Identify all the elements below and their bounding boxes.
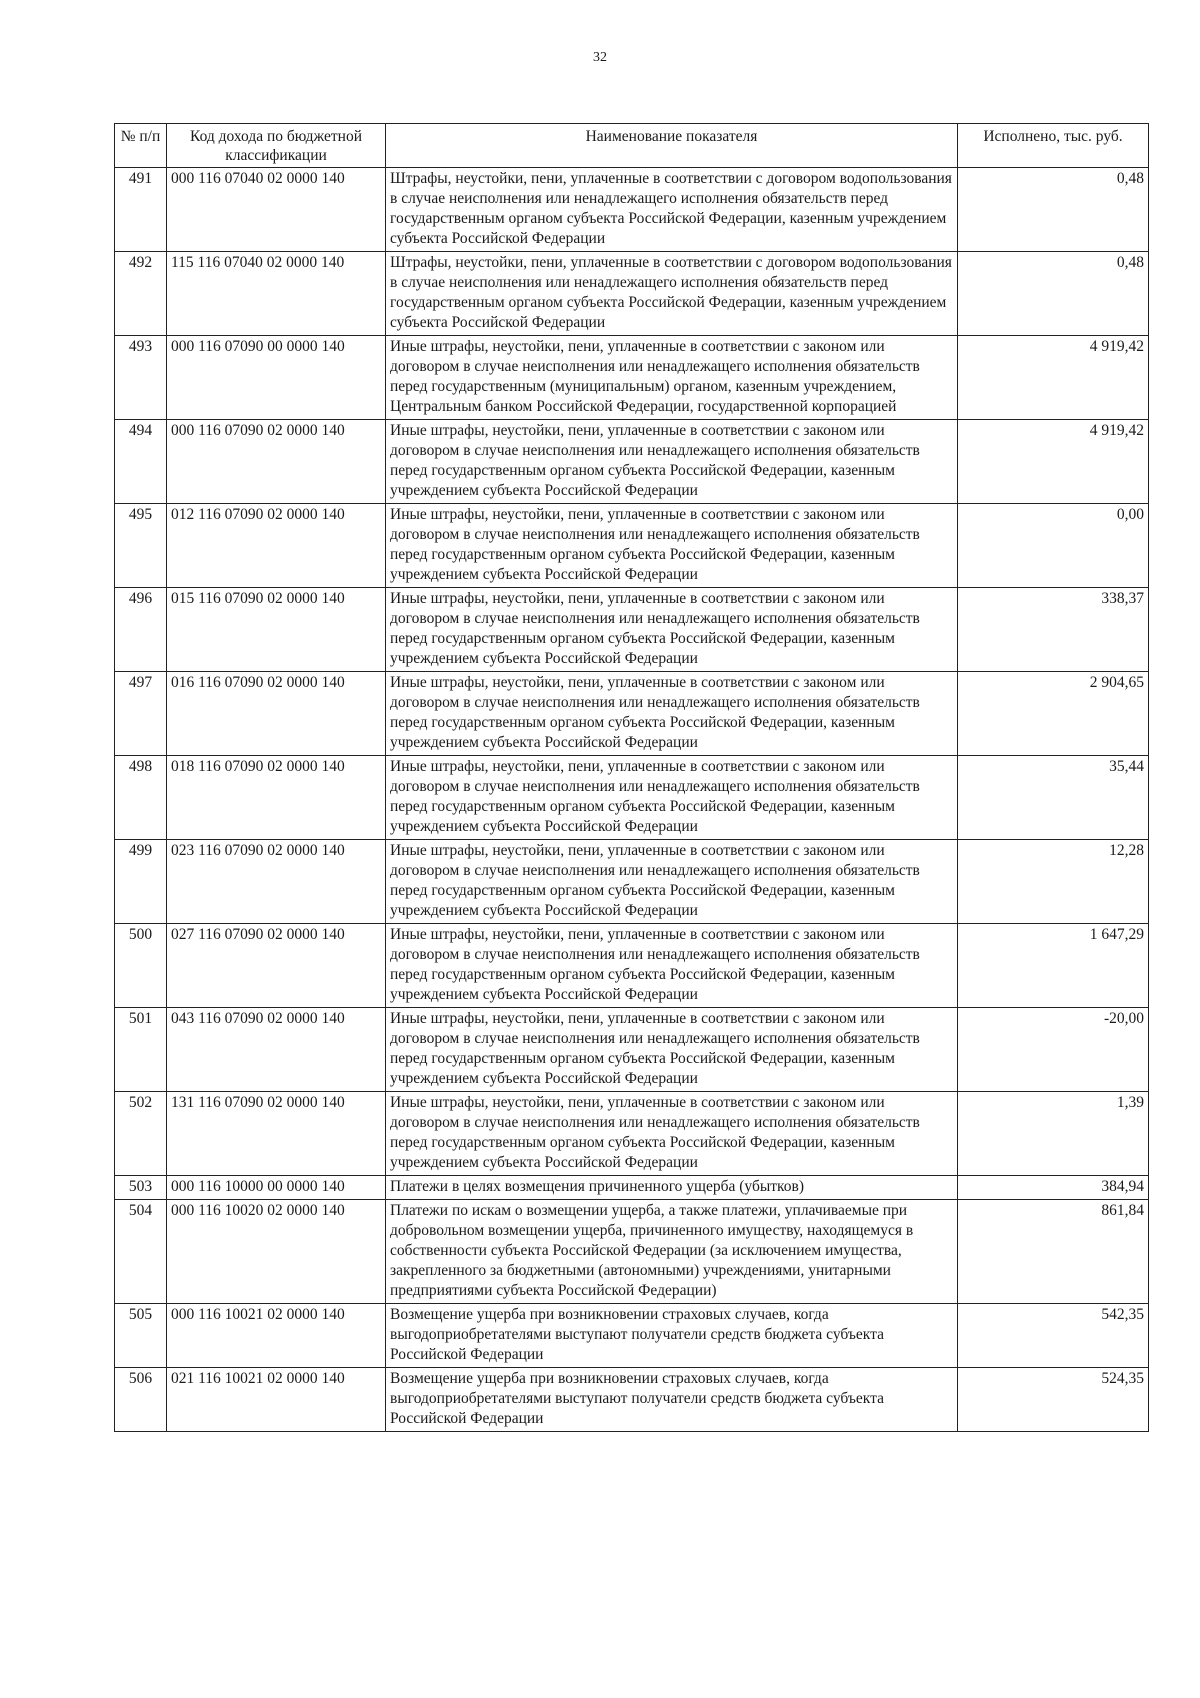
indicator-name: Штрафы, неустойки, пени, уплаченные в соответствии с договором водопользования в случае неисполнения или ненадлежащего исполнения обязательств перед государственным органом субъекта Российской Федерации, казенным учреждением субъекта Российской Федерации	[386, 252, 958, 336]
income-code: 000 116 07090 02 0000 140	[167, 420, 386, 504]
row-number: 495	[115, 504, 167, 588]
income-code: 027 116 07090 02 0000 140	[167, 924, 386, 1008]
executed-amount: 861,84	[958, 1200, 1149, 1304]
table-row	[115, 1304, 1149, 1368]
indicator-name: Иные штрафы, неустойки, пени, уплаченные в соответствии с законом или договором в случае неисполнения или ненадлежащего исполнения обязательств перед государственным органом субъекта Российской Федерации, казенным учреждением субъекта Российской Федерации	[386, 1092, 958, 1176]
indicator-name: Платежи в целях возмещения причиненного ущерба (убытков)	[386, 1176, 958, 1200]
row-number: 500	[115, 924, 167, 1008]
row-number: 496	[115, 588, 167, 672]
indicator-name: Иные штрафы, неустойки, пени, уплаченные в соответствии с законом или договором в случае неисполнения или ненадлежащего исполнения обязательств перед государственным органом субъекта Российской Федерации, казенным учреждением субъекта Российской Федерации	[386, 672, 958, 756]
executed-amount: 0,00	[958, 504, 1149, 588]
row-number: 502	[115, 1092, 167, 1176]
income-code: 043 116 07090 02 0000 140	[167, 1008, 386, 1092]
row-number: 499	[115, 840, 167, 924]
row-number: 498	[115, 756, 167, 840]
table-row	[115, 756, 1149, 840]
row-number: 497	[115, 672, 167, 756]
indicator-name: Платежи по искам о возмещении ущерба, а также платежи, уплачиваемые при добровольном возмещении ущерба, причиненного имуществу, находящемуся в собственности субъекта Российской Федерации (за исключением имущества, закрепленного за бюджетными (автономными) учреждениями, унитарными предприятиями субъекта Российской Федерации)	[386, 1200, 958, 1304]
table-row	[115, 1176, 1149, 1200]
indicator-name: Иные штрафы, неустойки, пени, уплаченные в соответствии с законом или договором в случае неисполнения или ненадлежащего исполнения обязательств перед государственным органом субъекта Российской Федерации, казенным учреждением субъекта Российской Федерации	[386, 420, 958, 504]
income-code: 131 116 07090 02 0000 140	[167, 1092, 386, 1176]
header-code: Код дохода по бюджетной классификации	[167, 124, 386, 168]
income-code: 015 116 07090 02 0000 140	[167, 588, 386, 672]
table-row	[115, 420, 1149, 504]
row-number: 501	[115, 1008, 167, 1092]
header-num: № п/п	[115, 124, 167, 168]
indicator-name: Иные штрафы, неустойки, пени, уплаченные в соответствии с законом или договором в случае неисполнения или ненадлежащего исполнения обязательств перед государственным органом субъекта Российской Федерации, казенным учреждением субъекта Российской Федерации	[386, 504, 958, 588]
table-header-row	[115, 124, 1149, 168]
income-code: 021 116 10021 02 0000 140	[167, 1368, 386, 1432]
table-row	[115, 840, 1149, 924]
table-row	[115, 1368, 1149, 1432]
table-row	[115, 168, 1149, 252]
income-code: 016 116 07090 02 0000 140	[167, 672, 386, 756]
indicator-name: Возмещение ущерба при возникновении страховых случаев, когда выгодоприобретателями выступают получатели средств бюджета субъекта Российской Федерации	[386, 1368, 958, 1432]
row-number: 493	[115, 336, 167, 420]
table-row	[115, 504, 1149, 588]
table-row	[115, 924, 1149, 1008]
row-number: 506	[115, 1368, 167, 1432]
executed-amount: 0,48	[958, 168, 1149, 252]
income-code: 000 116 10021 02 0000 140	[167, 1304, 386, 1368]
row-number: 503	[115, 1176, 167, 1200]
executed-amount: 1,39	[958, 1092, 1149, 1176]
executed-amount: 0,48	[958, 252, 1149, 336]
row-number: 494	[115, 420, 167, 504]
income-code: 000 116 10000 00 0000 140	[167, 1176, 386, 1200]
executed-amount: 1 647,29	[958, 924, 1149, 1008]
indicator-name: Иные штрафы, неустойки, пени, уплаченные в соответствии с законом или договором в случае неисполнения или ненадлежащего исполнения обязательств перед государственным органом субъекта Российской Федерации, казенным учреждением субъекта Российской Федерации	[386, 924, 958, 1008]
budget-table	[114, 123, 1149, 1432]
table-row	[115, 672, 1149, 756]
row-number: 504	[115, 1200, 167, 1304]
income-code: 023 116 07090 02 0000 140	[167, 840, 386, 924]
executed-amount: 35,44	[958, 756, 1149, 840]
row-number: 491	[115, 168, 167, 252]
executed-amount: 542,35	[958, 1304, 1149, 1368]
income-code: 000 116 07090 00 0000 140	[167, 336, 386, 420]
table-row	[115, 1200, 1149, 1304]
table-row	[115, 252, 1149, 336]
executed-amount: 2 904,65	[958, 672, 1149, 756]
table-row	[115, 588, 1149, 672]
executed-amount: -20,00	[958, 1008, 1149, 1092]
indicator-name: Иные штрафы, неустойки, пени, уплаченные в соответствии с законом или договором в случае неисполнения или ненадлежащего исполнения обязательств перед государственным органом субъекта Российской Федерации, казенным учреждением субъекта Российской Федерации	[386, 588, 958, 672]
income-code: 018 116 07090 02 0000 140	[167, 756, 386, 840]
table-row	[115, 1008, 1149, 1092]
indicator-name: Иные штрафы, неустойки, пени, уплаченные в соответствии с законом или договором в случае неисполнения или ненадлежащего исполнения обязательств перед государственным органом субъекта Российской Федерации, казенным учреждением субъекта Российской Федерации	[386, 1008, 958, 1092]
row-number: 492	[115, 252, 167, 336]
indicator-name: Иные штрафы, неустойки, пени, уплаченные в соответствии с законом или договором в случае неисполнения или ненадлежащего исполнения обязательств перед государственным органом субъекта Российской Федерации, казенным учреждением субъекта Российской Федерации	[386, 840, 958, 924]
table-row	[115, 336, 1149, 420]
executed-amount: 524,35	[958, 1368, 1149, 1432]
indicator-name: Штрафы, неустойки, пени, уплаченные в соответствии с договором водопользования в случае неисполнения или ненадлежащего исполнения обязательств перед государственным органом субъекта Российской Федерации, казенным учреждением субъекта Российской Федерации	[386, 168, 958, 252]
executed-amount: 338,37	[958, 588, 1149, 672]
header-amount: Исполнено, тыс. руб.	[958, 124, 1149, 168]
executed-amount: 4 919,42	[958, 336, 1149, 420]
executed-amount: 384,94	[958, 1176, 1149, 1200]
row-number: 505	[115, 1304, 167, 1368]
header-name: Наименование показателя	[386, 124, 958, 168]
indicator-name: Иные штрафы, неустойки, пени, уплаченные в соответствии с законом или договором в случае неисполнения или ненадлежащего исполнения обязательств перед государственным (муниципальным) органом, казенным учреждением, Центральным банком Российской Федерации, государственной корпорацией	[386, 336, 958, 420]
income-code: 115 116 07040 02 0000 140	[167, 252, 386, 336]
income-code: 012 116 07090 02 0000 140	[167, 504, 386, 588]
table-row	[115, 1092, 1149, 1176]
income-code: 000 116 07040 02 0000 140	[167, 168, 386, 252]
page-number: 32	[593, 50, 607, 65]
indicator-name: Иные штрафы, неустойки, пени, уплаченные в соответствии с законом или договором в случае неисполнения или ненадлежащего исполнения обязательств перед государственным органом субъекта Российской Федерации, казенным учреждением субъекта Российской Федерации	[386, 756, 958, 840]
executed-amount: 12,28	[958, 840, 1149, 924]
indicator-name: Возмещение ущерба при возникновении страховых случаев, когда выгодоприобретателями выступают получатели средств бюджета субъекта Российской Федерации	[386, 1304, 958, 1368]
income-code: 000 116 10020 02 0000 140	[167, 1200, 386, 1304]
executed-amount: 4 919,42	[958, 420, 1149, 504]
table-body	[115, 168, 1149, 1432]
